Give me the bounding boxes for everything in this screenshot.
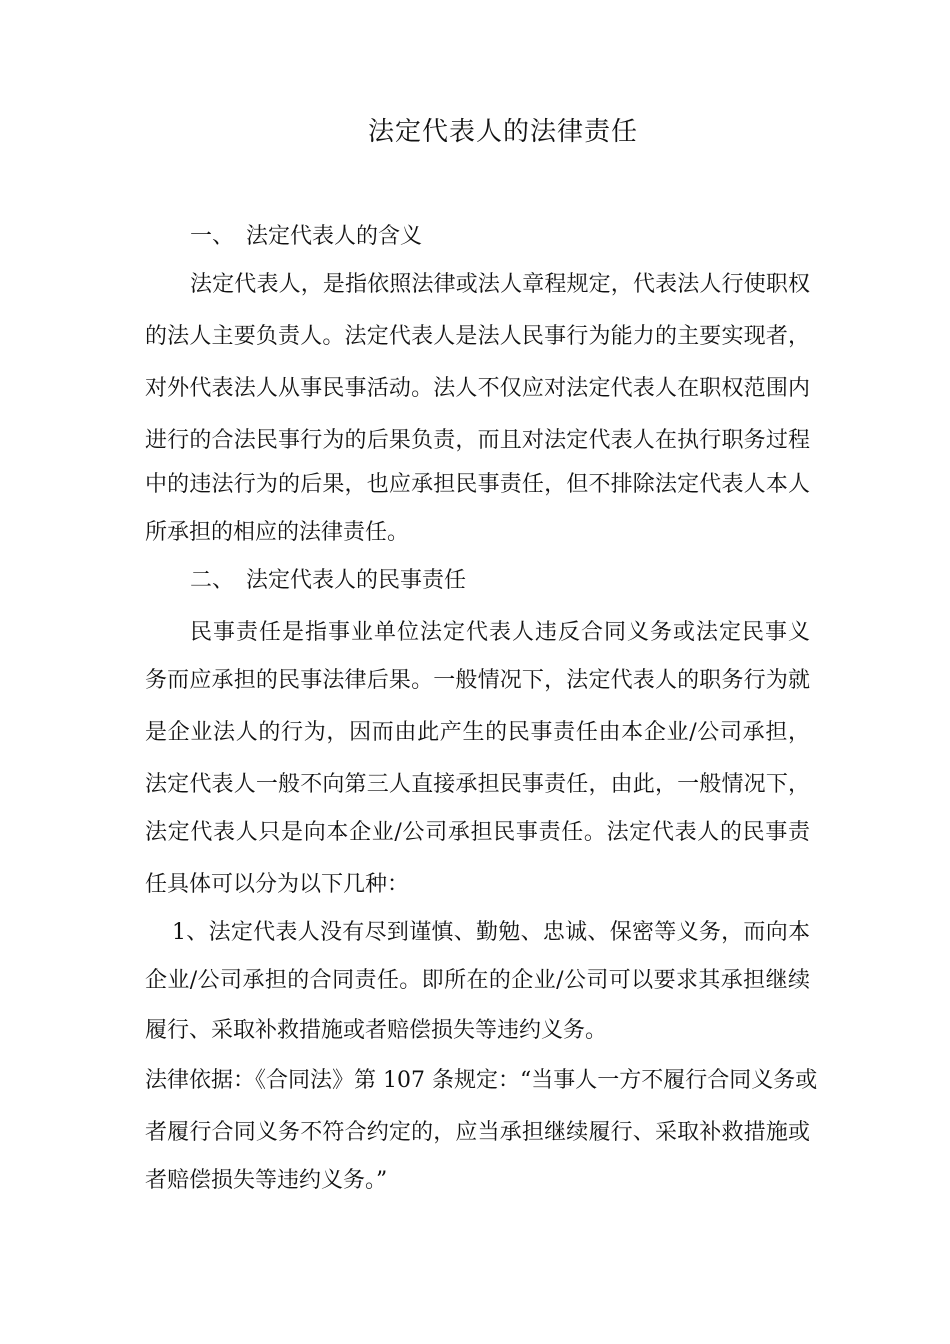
document-title: 法定代表人的法律责任 (367, 117, 638, 147)
list-item-1-line: 1、法定代表人没有尽到谨慎、勤勉、忠诚、保密等义务，而向本 (172, 920, 810, 945)
paragraph-line: 任具体可以分为以下几种： (145, 872, 410, 897)
paragraph-line: 进行的合法民事行为的后果负责，而且对法定代表人在执行职务过程 (145, 428, 810, 453)
section-heading-1 (190, 222, 810, 252)
paragraph-line: 所承担的相应的法律责任。 (145, 520, 410, 545)
section-number-1: 一、 (190, 224, 235, 249)
paragraph-line: 的法人主要负责人。法定代表人是法人民事行为能力的主要实现者， (145, 324, 810, 349)
paragraph-line: 中的违法行为的后果，也应承担民事责任，但不排除法定代表人本人 (145, 472, 810, 497)
list-item-1-line: 履行、采取补救措施或者赔偿损失等违约义务。 (145, 1018, 608, 1043)
section-number-2: 二、 (190, 568, 235, 593)
paragraph-line: 法定代表人一般不向第三人直接承担民事责任，由此，一般情况下， (145, 772, 810, 797)
section-heading-2-text: 法定代表人的民事责任 (246, 568, 467, 593)
paragraph-line: 务而应承担的民事法律后果。一般情况下，法定代表人的职务行为就 (145, 668, 810, 693)
paragraph-line: 法定代表人，是指依照法律或法人章程规定，代表法人行使职权 (190, 272, 810, 297)
legal-basis-line: 者履行合同义务不符合约定的，应当承担继续履行、采取补救措施或 (145, 1120, 810, 1145)
paragraph-line: 法定代表人只是向本企业/公司承担民事责任。法定代表人的民事责 (145, 820, 810, 845)
legal-basis-line: 法律依据：《合同法》第 107 条规定：“当事人一方不履行合同义务或 (145, 1068, 818, 1093)
section-heading-1-text: 法定代表人的含义 (246, 224, 423, 249)
paragraph-line: 是企业法人的行为，因而由此产生的民事责任由本企业/公司承担， (145, 720, 810, 745)
paragraph-line: 民事责任是指事业单位法定代表人违反合同义务或法定民事义 (190, 620, 810, 645)
section-heading-2 (190, 566, 810, 596)
list-item-1-line: 企业/公司承担的合同责任。即所在的企业/公司可以要求其承担继续 (145, 968, 810, 993)
paragraph-line: 对外代表法人从事民事活动。法人不仅应对法定代表人在职权范围内 (145, 376, 810, 401)
legal-basis-line: 者赔偿损失等违约义务。” (145, 1168, 388, 1193)
